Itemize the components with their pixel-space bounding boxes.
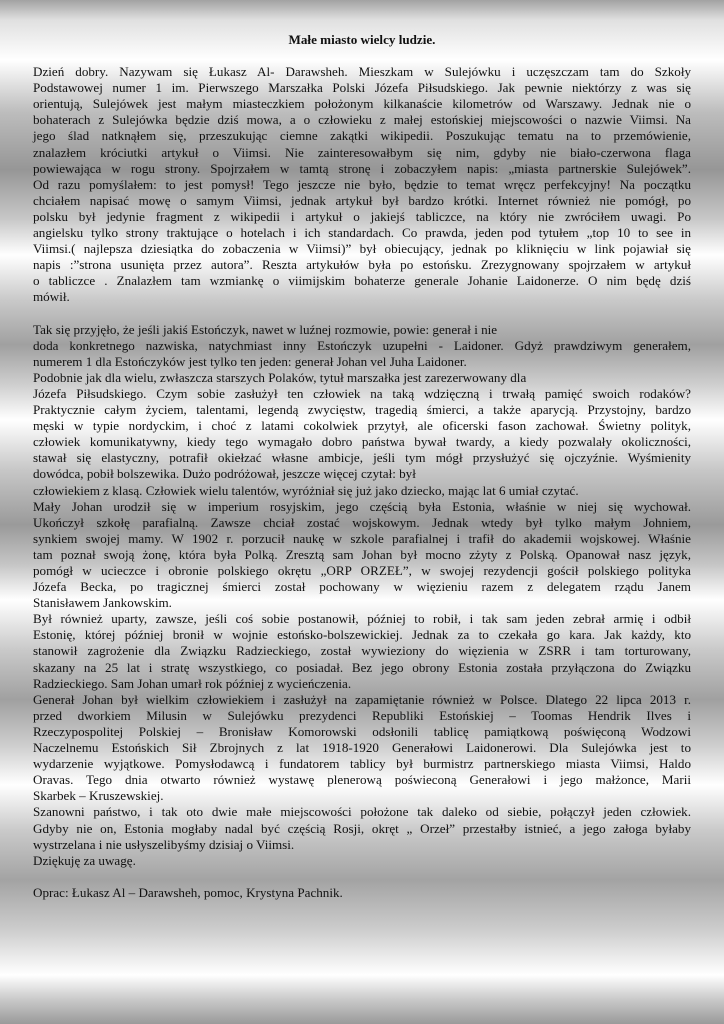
document-body <box>33 64 691 901</box>
paragraph-gap <box>33 306 691 322</box>
text-line: Generał Johan był wielkim człowiekiem i zasłużył na zapamiętanie również w Polsce. Dlatego 22 lipca 2013 r. <box>33 691 691 707</box>
text-line: Oprac: Łukasz Al – Darawsheh, pomoc, Krystyna Pachnik. <box>33 884 343 900</box>
paragraph-gap <box>33 869 691 885</box>
text-line: człowiekiem z klasą. Człowiek wielu talentów, wyróżniał się już jako dziecko, mając lat 6 umiał czytać. <box>33 482 579 498</box>
text-line: doda konkretnego nazwiska, natychmiast inny Estończyk uzupełni - Laidoner. Gdyż prawdziwym generałem, <box>33 337 691 353</box>
text-line: Szanowni państwo, i tak oto dwie małe miejscowości położone tak daleko od siebie, połączył jeden człowiek. <box>33 804 691 820</box>
text-line: chciałem napisać mowę o samym Viimsi, jednak artykuł był bardzo krótki. Internet również nie pomógł, po <box>33 192 691 208</box>
text-line: Dziękuję za uwagę. <box>33 852 136 868</box>
document-title: Małe miasto wielcy ludzie. <box>288 32 436 47</box>
text-line: przed dworkiem Milusin w Sulejówku prezydenci Republiki Estońskiej – Toomas Hendrik Ilves i <box>33 707 691 723</box>
text-line: Ukończył szkołę parafialną. Zawsze chciał zostać wojskowym. Jednak wtedy był tylko małym Johniem, <box>33 514 691 530</box>
text-line: Był również uparty, zawsze, jeśli coś sobie postanowił, później to robił, i tak sam jeden zebrał armię i odbił <box>33 611 691 627</box>
text-line: Józefa Becka, po tragicznej śmierci został pochowany w więzieniu razem z delegatem rządu Janem <box>33 579 691 595</box>
paragraph <box>33 64 691 305</box>
text-line: Oravas. Tego dnia otwarto również wystawę plenerową poświeconą Generałowi i jego małżonce, Marii <box>33 772 691 788</box>
text-line: Estonię, której później bronił w wojnie estońsko-bolszewickiej. Jednak za to czekała go kara. Jak każdy, kto <box>33 627 691 643</box>
text-line: wydarzenie wyjątkowe. Pomysłodawcą i fundatorem tablicy był burmistrz partnerskiego miasta Viimsi, Haldo <box>33 756 691 772</box>
author-credit <box>33 885 691 901</box>
text-line: Józefa Piłsudskiego. Czym sobie zasłużył ten człowiek na taką wdzięczną i trwałą pamięć swoich rodaków? <box>33 385 691 401</box>
text-line: Dzień dobry. Nazywam się Łukasz Al- Darawsheh. Mieszkam w Sulejówku i uczęszczam tam do Szkoły <box>33 64 691 80</box>
text-line: synkiem swojej mamy. W 1902 r. porzucił naukę w szkole parafialnej i trafił do akademii wojskowej. Właśnie <box>33 530 691 546</box>
text-line: wystrzelana i nie usłyszelibyśmy dzisiaj o Viimsi. <box>33 836 295 852</box>
text-line: Tak się przyjęło, że jeśli jakiś Estończyk, nawet w luźnej rozmowie, powie: generał i nie <box>33 321 498 337</box>
text-line: znalazłem króciutki artykuł o Viimsi. Nie zainteresowałbym się nim, gdyby nie biało-czerwona flaga <box>33 144 691 160</box>
text-line: Viimsi.( najlepsza dziesiątka do zobaczenia w Viimsi)” był obiecujący, jednak po kliknięciu w link pojawiał się <box>33 241 691 257</box>
paragraph <box>33 322 691 869</box>
text-line: Gdyby nie on, Estonia mogłaby nadal być częścią Rosji, okręt „ Orzeł” przestałby istnieć, a jego załoga byłaby <box>33 820 691 836</box>
text-line: powiewająca w rogu strony. Spojrzałem w tamtą stronę i zobaczyłem napis: „miasta partnerskie Sulejówek”. <box>33 160 691 176</box>
text-line: bohaterach z Sulejówka będzie dziś mowa, a o człowieku z małej estońskiej miejscowości o nazwie Viimsi. Na <box>33 112 691 128</box>
text-line: napis :”strona usunięta przez autora”. Reszta artykułów była po estońsku. Zrezygnowany spojrzałem w artykuł <box>33 257 691 273</box>
text-line: mówił. <box>33 289 70 305</box>
document-page <box>33 32 691 901</box>
text-line: angielsku tylko strony traktujące o hotelach i ich standardach. Co prawda, jeden pod tytułem „top 10 to see in <box>33 225 691 241</box>
text-line: Skarbek – Kruszewskiej. <box>33 788 164 804</box>
text-line: stanowił zagrożenie dla Związku Radzieckiego, został wywieziony do więzienia w ZSRR i tam torturowany, <box>33 643 691 659</box>
text-line: męski w typie nordyckim, i choć z latami cokolwiek przytył, ale oficerski fason zachował. Świetny polityk, <box>33 418 691 434</box>
text-line: skazany na 25 lat i stratę wszystkiego, co posiadał. Bez jego obrony Estonia została przyłączona do Związku <box>33 659 691 675</box>
text-line: numerem 1 dla Estończyków jest tylko ten jeden: generał Johan vel Juha Laidoner. <box>33 353 467 369</box>
text-line: tam poznał swoją żonę, która była Polką. Zresztą sam Johan był mocno zżyty z Polską. Opanował nasz język, <box>33 546 691 562</box>
text-line: polsku był jedynie fragment z wikipedii i artykuł o jakiejś tabliczce, na który nie zwróciłem uwagi. Po <box>33 208 691 224</box>
text-line: jego ślad natknąłem się, przeszukując ciemne zakątki wikipedii. Poszukując tematu na to przemówienie, <box>33 128 691 144</box>
text-line: Podstawowej numer 1 im. Pierwszego Marszałka Polski Józefa Piłsudskiego. Jak pewnie niektórzy z was się <box>33 80 691 96</box>
text-line: Praktycznie całym życiem, talentami, legendą zwycięstw, tragedią śmierci, a także aparycją. Przystojny, bardzo <box>33 402 691 418</box>
text-line: o tabliczce . Znalazłem tam wzmiankę o viimijskim bohaterze generale Johanie Laidonerze. O nim będę dziś <box>33 273 691 289</box>
text-line: Naczelnemu Estońskich Sił Zbrojnych z lat 1918-1920 Generałowi Laidonerowi. Dla Sulejówka jest to <box>33 740 691 756</box>
text-line: stawał się elastyczny, potrafił okiełzać własne ambicje, jeśli tym mógł przysłużyć się ojczyźnie. Wyśmienity <box>33 450 691 466</box>
text-line: pomógł w ucieczce i obronie polskiego okrętu „ORP ORZEŁ”, w swojej rezydencji gościł polskiego polityka <box>33 563 691 578</box>
text-line: Podobnie jak dla wielu, zwłaszcza starszych Polaków, tytuł marszałka jest zarezerwowany dla <box>33 369 527 385</box>
text-line: Od razu pomyślałem: to jest pomysł! Tego jeszcze nie było, będzie to temat wręcz perfekcyjny! Na początku <box>33 176 691 192</box>
text-line: Rzeczypospolitej Polskiej – Bronisław Komorowski odsłonili tablicę pamiątkową poświęconą Wodzowi <box>33 723 691 739</box>
text-line: Mały Johan urodził się w imperium rosyjskim, jego częścią była Estonia, właśnie w niej się wychował. <box>33 498 691 514</box>
text-line: Radzieckiego. Sam Johan umarł rok później z wycieńczenia. <box>33 675 352 691</box>
text-line: dowódca, pobił bolszewika. Dużo podróżował, jeszcze więcej czytał: był <box>33 466 416 482</box>
text-line: orientują, Sulejówek jest małym miasteczkiem położonym kilkanaście kilometrów od Warszawy. Jednak nie o <box>33 96 691 112</box>
text-line: Stanisławem Jankowskim. <box>33 595 172 611</box>
text-line: człowiek komunikatywny, kiedy tego wymagało dobro państwa bywał twardy, a kiedy pozwalały okoliczności, <box>33 434 691 450</box>
